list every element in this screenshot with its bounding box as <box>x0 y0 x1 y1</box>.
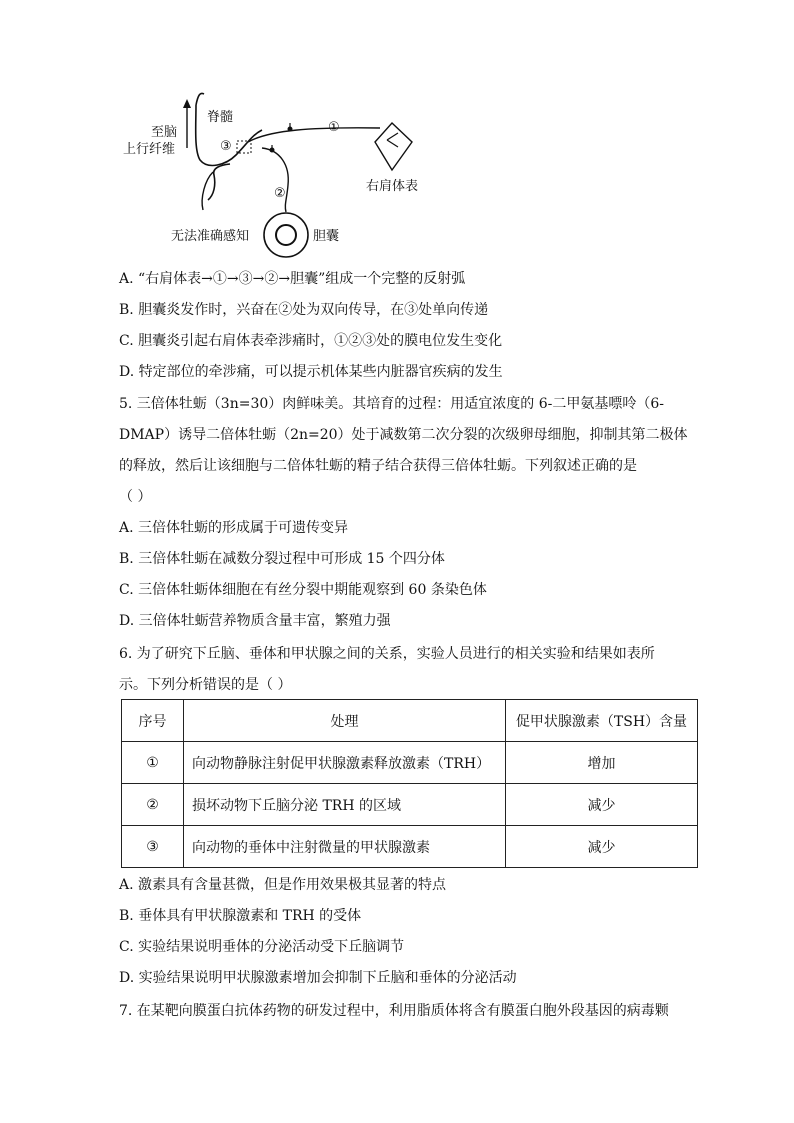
q5-option-a: A. 三倍体牡蛎的形成属于可遗传变异 <box>119 520 349 536</box>
q4-option-d: D. 特定部位的牵涉痛，可以提示机体某些内脏器官疾病的发生 <box>119 364 503 380</box>
table-cell: ② <box>122 784 184 826</box>
label-ascending-fiber: 上行纤维 <box>123 142 176 157</box>
label-spinal-cord: 脊髓 <box>207 110 234 125</box>
table-cell: ③ <box>122 826 184 868</box>
q6-option-d: D. 实验结果说明甲状腺激素增加会抑制下丘脑和垂体的分泌活动 <box>119 970 517 986</box>
label-site-2: ② <box>274 186 286 201</box>
neural-pathway-figure <box>0 0 794 260</box>
q5-stem-line-1: 5. 三倍体牡蛎（3n=30）肉鲜味美。其培育的过程：用适宜浓度的 6-二甲氨基嘌呤（6- <box>119 396 664 412</box>
table-cell: 减少 <box>506 784 698 826</box>
label-site-3: ③ <box>220 139 232 154</box>
label-to-brain: 至脑 <box>151 125 178 140</box>
table-row <box>122 784 698 826</box>
q5-stem-line-4: （ ） <box>119 489 152 505</box>
table-header-cell: 促甲状腺激素（TSH）含量 <box>506 700 698 742</box>
table-header-cell: 处理 <box>184 700 506 742</box>
q4-option-b: B. 胆囊炎发作时，兴奋在②处为双向传导，在③处单向传递 <box>119 302 489 318</box>
table-header-row <box>122 700 698 742</box>
table-cell: 向动物的垂体中注射微量的甲状腺激素 <box>184 826 506 868</box>
q5-option-c: C. 三倍体牡蛎体细胞在有丝分裂中期能观察到 60 条染色体 <box>119 582 487 598</box>
q6-option-a: A. 激素具有含量甚微，但是作用效果极其显著的特点 <box>119 877 447 893</box>
table-row <box>122 742 698 784</box>
q4-option-c: C. 胆囊炎引起右肩体表牵涉痛时，①②③处的膜电位发生变化 <box>119 333 503 349</box>
q7-stem-line-1: 7. 在某靶向膜蛋白抗体药物的研发过程中，利用脂质体将含有膜蛋白胞外段基因的病毒颗 <box>119 1003 669 1019</box>
table-cell: ① <box>122 742 184 784</box>
label-site-1: ① <box>328 120 340 135</box>
experiment-table <box>121 699 698 868</box>
q5-stem-line-3: 的释放，然后让该细胞与二倍体牡蛎的精子结合获得三倍体牡蛎。下列叙述正确的是 <box>119 458 637 474</box>
label-right-shoulder: 右肩体表 <box>366 179 419 194</box>
neural-pathway-diagram <box>0 0 794 260</box>
q6-option-c: C. 实验结果说明垂体的分泌活动受下丘脑调节 <box>119 939 405 955</box>
label-cannot-perceive: 无法准确感知 <box>171 229 250 244</box>
q6-option-b: B. 垂体具有甲状腺激素和 TRH 的受体 <box>119 908 362 924</box>
q6-stem-line-1: 6. 为了研究下丘脑、垂体和甲状腺之间的关系，实验人员进行的相关实验和结果如表所 <box>119 646 655 662</box>
table-cell: 损坏动物下丘脑分泌 TRH 的区域 <box>184 784 506 826</box>
q5-option-d: D. 三倍体牡蛎营养物质含量丰富，繁殖力强 <box>119 613 391 629</box>
label-gallbladder: 胆囊 <box>313 229 340 244</box>
table-header-cell: 序号 <box>122 700 184 742</box>
table-cell: 增加 <box>506 742 698 784</box>
table-cell: 向动物静脉注射促甲状腺激素释放激素（TRH） <box>184 742 506 784</box>
table-row <box>122 826 698 868</box>
q5-option-b: B. 三倍体牡蛎在减数分裂过程中可形成 15 个四分体 <box>119 551 445 567</box>
q4-option-a: A. “右肩体表→①→③→②→胆囊”组成一个完整的反射弧 <box>119 271 466 287</box>
q6-stem-line-2: 示。下列分析错误的是（ ） <box>119 677 292 693</box>
table-cell: 减少 <box>506 826 698 868</box>
q5-stem-line-2: DMAP）诱导二倍体牡蛎（2n=20）处于减数第二次分裂的次级卵母细胞，抑制其第二极体 <box>119 427 688 443</box>
